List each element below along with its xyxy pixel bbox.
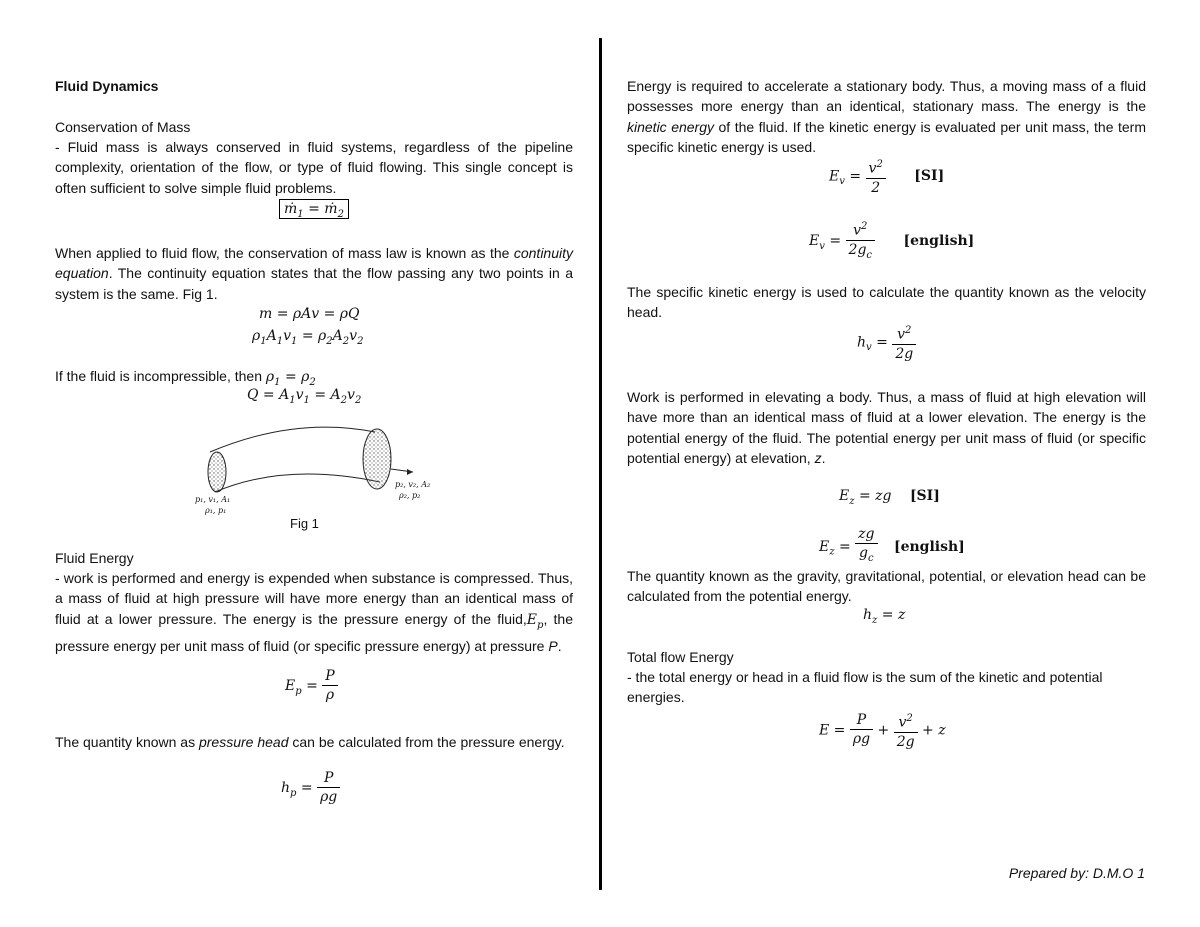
incompressible-text: If the fluid is incompressible, then $\rho_1 = \rho_2$	[55, 368, 316, 388]
si-tag: [SI]	[914, 168, 945, 185]
fig-label-right-2: ρ₂, p₂	[399, 491, 421, 500]
velocity-head-paragraph: The specific kinetic energy is used to calculate the quantity known as the velocity head.	[627, 284, 1146, 321]
potential-paragraph: Work is performed in elevating a body. Thus, a mass of fluid at high elevation will have more than an identical mass of fluid at a lower elevation. The energy is the potential energy of the fluid. The potential energy per unit mass of fluid (or specific potential energy) at elevation, z.	[627, 389, 1146, 466]
potential-si-equation: $E_z$ = zg [SI]	[839, 488, 940, 507]
conservation-paragraph: - Fluid mass is always conserved in fluid systems, regardless of the pipeline complexity, orientation of the flow, or type of fluid flowing. This single concept is often sufficient to solve simple fluid problems.	[55, 139, 573, 196]
fig-label-left-1: p₁, v₁, A₁	[195, 495, 231, 504]
english-tag: [english]	[903, 233, 975, 250]
flow-arrowhead	[407, 469, 413, 475]
potential-english-equation: $E_z$ = $\frac{zg}{g_c}$ [english]	[819, 526, 965, 564]
fluid-energy-heading: Fluid Energy	[55, 550, 134, 566]
total-energy-equation: E = $\frac{P}{\rho g}$ + $\frac{v^2}{2g}$ + z	[819, 710, 946, 751]
inlet-cross-section	[208, 452, 226, 492]
continuity-paragraph: When applied to fluid flow, the conservation of mass law is known as the continuity equation. The continuity equation states that the flow passing any two points in a system is the same. Fig 1.	[55, 245, 574, 302]
pressure-energy-equation: $E_p$ = $\frac{P}{\rho}$	[285, 668, 338, 704]
fluid-energy-paragraph: - work is performed and energy is expended when substance is compressed. Thus, a mass of fluid at high pressure will have more energy than an identical mass of fluid at a lower pressure. The energy is the pressure energy of the $fluid,E_p$, the pressure energy per unit mass of fluid (or specific pressure energy) at pressure P.	[55, 570, 573, 654]
continuity-equation-2: $\rho_1A_1v_1 = \rho_2A_2v_2$	[252, 328, 364, 347]
pressure-head-paragraph: The quantity known as pressure head can be calculated from the pressure energy.	[55, 734, 565, 750]
page-title: Fluid Dynamics	[55, 78, 159, 94]
pipe-top-edge	[210, 427, 375, 452]
column-divider	[599, 38, 602, 890]
continuity-equation-1: m = ρAv = ρQ	[259, 306, 360, 322]
fig-label-left-2: ρ₁, p₁	[205, 506, 227, 515]
total-energy-paragraph: - the total energy or head in a fluid flow is the sum of the kinetic and potential energies.	[627, 669, 1103, 706]
conservation-heading: Conservation of Mass	[55, 119, 191, 135]
pipe-bottom-edge	[215, 474, 380, 492]
si-tag-2: [SI]	[909, 488, 940, 504]
elevation-head-paragraph: The quantity known as the gravity, gravitational, potential, or elevation head can be calculated from the potential energy.	[627, 568, 1146, 605]
flow-rate-equation: $Q = A_1v_1 = A_2v_2$	[247, 387, 362, 406]
figure-caption: Fig 1	[290, 516, 319, 531]
fig-label-right-1: p₂, v₂, A₂	[395, 480, 431, 489]
pressure-head-equation: $h_p$ = $\frac{P}{\rho g}$	[281, 770, 340, 806]
kinetic-english-equation: $E_v$ = $\frac{v^2}{2g_c}$ [english]	[809, 218, 974, 264]
kinetic-si-equation: $E_v$ = $\frac{v^2}{2}$ [SI]	[829, 156, 944, 197]
velocity-head-equation: $h_v$ = $\frac{v^2}{2g}$	[857, 322, 916, 363]
footer-credit: Prepared by: D.M.O 1	[1008, 865, 1145, 881]
outlet-cross-section	[363, 429, 391, 489]
mass-equation: ṁ$_1$ = ṁ$_2$	[279, 201, 349, 220]
english-tag-2: [english]	[893, 538, 965, 555]
elevation-head-equation: $h_z = z$	[863, 607, 906, 626]
kinetic-paragraph: Energy is required to accelerate a stationary body. Thus, a moving mass of a fluid possesses more energy than an identical, stationary mass. The energy is the kinetic energy of the fluid. If the kinetic energy is evaluated per unit mass, the term specific kinetic energy is used.	[627, 78, 1146, 155]
total-energy-heading: Total flow Energy	[627, 649, 734, 665]
